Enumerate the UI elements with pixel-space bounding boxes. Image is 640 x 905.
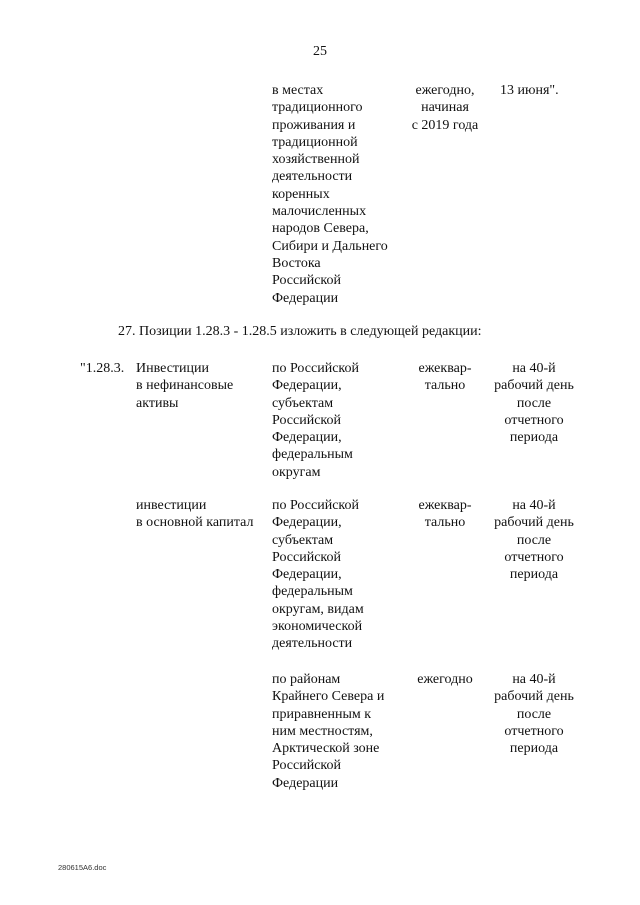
text-line: по районам [272, 672, 341, 687]
text-line: ним местностям, [272, 723, 373, 739]
row-frequency [400, 497, 490, 532]
text-line: на 40-й [512, 672, 556, 687]
text-line: Инвестиции [136, 361, 209, 376]
text-line: ежеквар- [418, 498, 472, 513]
text-line: Российской [272, 273, 341, 289]
text-line: традиционного [272, 100, 363, 116]
text-line: отчетного [504, 549, 564, 565]
text-line: федеральным [272, 447, 353, 463]
text-line: Федерации [272, 775, 339, 791]
row-name [136, 497, 271, 532]
text-line: с 2019 года [411, 117, 479, 133]
text-line: экономической [272, 619, 363, 635]
text-line: рабочий день [494, 378, 574, 394]
text-line: Востока [272, 255, 321, 271]
footer-filename: 280615A6.doc [58, 863, 107, 872]
row-deadline [484, 671, 584, 757]
row-breakdown [272, 671, 402, 792]
text-line: по Российской [272, 361, 359, 376]
text-line: субъектам [272, 532, 334, 548]
row-frequency [400, 360, 490, 395]
text-line: по Российской [272, 498, 359, 513]
text-line: после [516, 706, 552, 722]
row-deadline [484, 360, 584, 446]
text-line: после [516, 532, 552, 548]
text-line: начиная [421, 100, 469, 116]
text-line: хозяйственной [272, 152, 360, 168]
text-line: округам [272, 464, 321, 480]
text-line: субъектам [272, 395, 334, 411]
text-line: в основной капитал [136, 515, 254, 531]
text-line: после [516, 395, 552, 411]
text-line: округам, видам [272, 601, 364, 617]
text-line: активы [136, 395, 179, 411]
text-line: ежегодно [417, 672, 473, 687]
text-line: периода [509, 567, 559, 583]
row-breakdown [272, 497, 402, 653]
frequency-continuation [400, 82, 490, 134]
text-line: деятельности [272, 636, 353, 652]
text-line: периода [509, 430, 559, 446]
text-line: деятельности [272, 169, 353, 185]
text-line: в местах [272, 83, 324, 98]
text-line: Федерации, [272, 378, 342, 394]
text-line: Российской [272, 412, 341, 428]
amendment-paragraph: 27. Позиции 1.28.3 - 1.28.5 изложить в следующей редакции: [118, 324, 482, 339]
text-line: ежегодно, [415, 83, 475, 98]
text-line: народов Севера, [272, 221, 369, 237]
text-line: рабочий день [494, 689, 574, 705]
text-line: тально [424, 378, 466, 394]
text-line: Сибири и Дальнего [272, 238, 388, 254]
text-line: ежеквар- [418, 361, 472, 376]
text-line: отчетного [504, 723, 564, 739]
row-name [136, 360, 266, 412]
row-deadline [484, 497, 584, 583]
row-code: "1.28.3. [80, 361, 125, 376]
text-line: инвестиции [136, 498, 207, 513]
text-line: федеральным [272, 584, 353, 600]
text-line: в нефинансовые [136, 378, 234, 394]
indicator-continuation [272, 82, 412, 307]
text-line: Арктической зоне [272, 741, 380, 757]
text-line: Федерации [272, 290, 339, 306]
text-line: Российской [272, 549, 341, 565]
text-line: малочисленных [272, 204, 367, 220]
text-line: на 40-й [512, 361, 556, 376]
row-breakdown [272, 360, 402, 481]
text-line: Российской [272, 758, 341, 774]
text-line: отчетного [504, 412, 564, 428]
row-frequency [400, 671, 490, 688]
deadline-continuation: 13 июня". [500, 83, 559, 98]
text-line: периода [509, 741, 559, 757]
text-line: Федерации, [272, 567, 342, 583]
text-line: проживания и [272, 117, 356, 133]
text-line: тально [424, 515, 466, 531]
page-number: 25 [313, 44, 327, 59]
text-line: Федерации, [272, 430, 342, 446]
text-line: на 40-й [512, 498, 556, 513]
text-line: рабочий день [494, 515, 574, 531]
text-line: коренных [272, 186, 330, 202]
text-line: Федерации, [272, 515, 342, 531]
text-line: приравненным к [272, 706, 372, 722]
text-line: традиционной [272, 134, 358, 150]
text-line: Крайнего Севера и [272, 689, 385, 705]
